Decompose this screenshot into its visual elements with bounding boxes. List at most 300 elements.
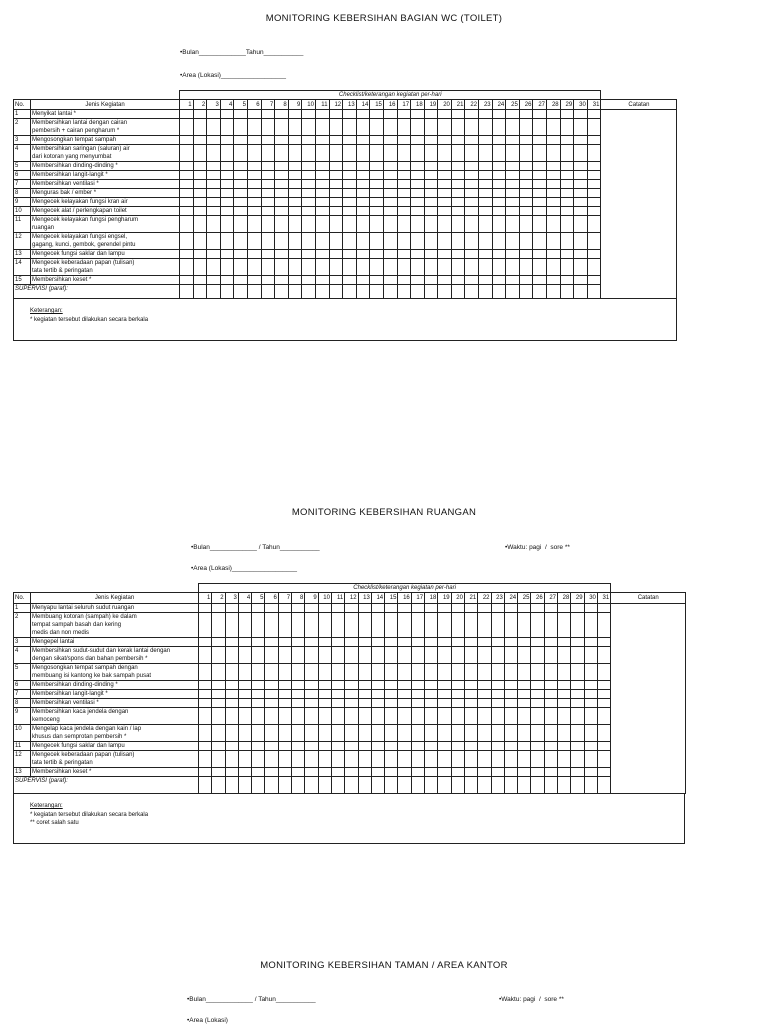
paraf-cell[interactable] — [225, 777, 238, 794]
check-cell[interactable] — [207, 216, 221, 233]
check-cell[interactable] — [225, 664, 238, 681]
check-cell[interactable] — [411, 259, 425, 276]
check-cell[interactable] — [451, 604, 464, 613]
check-cell[interactable] — [438, 145, 452, 162]
check-cell[interactable] — [358, 768, 371, 777]
check-cell[interactable] — [225, 708, 238, 725]
check-cell[interactable] — [425, 742, 438, 751]
catatan-cell[interactable] — [601, 259, 677, 276]
catatan-cell[interactable] — [601, 276, 677, 285]
catatan-cell[interactable] — [601, 207, 677, 216]
check-cell[interactable] — [225, 604, 238, 613]
check-cell[interactable] — [587, 136, 601, 145]
check-cell[interactable] — [571, 638, 584, 647]
check-cell[interactable] — [199, 664, 212, 681]
check-cell[interactable] — [438, 189, 452, 198]
check-cell[interactable] — [180, 145, 194, 162]
check-cell[interactable] — [199, 638, 212, 647]
check-cell[interactable] — [451, 119, 465, 136]
check-cell[interactable] — [370, 110, 384, 119]
check-cell[interactable] — [597, 699, 610, 708]
check-cell[interactable] — [584, 638, 597, 647]
check-cell[interactable] — [234, 189, 248, 198]
check-cell[interactable] — [478, 613, 491, 638]
check-cell[interactable] — [491, 613, 504, 638]
check-cell[interactable] — [398, 725, 411, 742]
check-cell[interactable] — [193, 233, 207, 250]
check-cell[interactable] — [478, 638, 491, 647]
check-cell[interactable] — [302, 233, 316, 250]
check-cell[interactable] — [370, 276, 384, 285]
check-cell[interactable] — [278, 604, 291, 613]
check-cell[interactable] — [180, 216, 194, 233]
check-cell[interactable] — [544, 751, 557, 768]
check-cell[interactable] — [199, 768, 212, 777]
check-cell[interactable] — [438, 259, 452, 276]
check-cell[interactable] — [207, 110, 221, 119]
paraf-cell[interactable] — [318, 777, 331, 794]
check-cell[interactable] — [247, 198, 261, 207]
check-cell[interactable] — [465, 119, 479, 136]
check-cell[interactable] — [547, 276, 561, 285]
check-cell[interactable] — [343, 216, 357, 233]
check-cell[interactable] — [345, 708, 358, 725]
paraf-cell[interactable] — [597, 777, 610, 794]
check-cell[interactable] — [558, 664, 571, 681]
check-cell[interactable] — [478, 681, 491, 690]
check-cell[interactable] — [558, 708, 571, 725]
check-cell[interactable] — [261, 180, 275, 189]
paraf-cell[interactable] — [504, 777, 517, 794]
check-cell[interactable] — [370, 207, 384, 216]
check-cell[interactable] — [370, 198, 384, 207]
check-cell[interactable] — [518, 725, 531, 742]
paraf-cell[interactable] — [343, 285, 357, 299]
paraf-cell[interactable] — [180, 285, 194, 299]
check-cell[interactable] — [533, 162, 547, 171]
check-cell[interactable] — [519, 162, 533, 171]
check-cell[interactable] — [385, 725, 398, 742]
check-cell[interactable] — [356, 119, 370, 136]
check-cell[interactable] — [547, 198, 561, 207]
check-cell[interactable] — [370, 162, 384, 171]
check-cell[interactable] — [544, 690, 557, 699]
check-cell[interactable] — [207, 119, 221, 136]
check-cell[interactable] — [329, 250, 343, 259]
paraf-cell[interactable] — [411, 285, 425, 299]
check-cell[interactable] — [356, 145, 370, 162]
check-cell[interactable] — [451, 690, 464, 699]
check-cell[interactable] — [370, 171, 384, 180]
check-cell[interactable] — [584, 768, 597, 777]
check-cell[interactable] — [451, 136, 465, 145]
check-cell[interactable] — [519, 189, 533, 198]
paraf-cell[interactable] — [506, 285, 520, 299]
check-cell[interactable] — [356, 216, 370, 233]
check-cell[interactable] — [398, 647, 411, 664]
check-cell[interactable] — [234, 119, 248, 136]
check-cell[interactable] — [385, 681, 398, 690]
check-cell[interactable] — [358, 708, 371, 725]
check-cell[interactable] — [180, 180, 194, 189]
check-cell[interactable] — [247, 162, 261, 171]
paraf-cell[interactable] — [587, 285, 601, 299]
check-cell[interactable] — [278, 664, 291, 681]
check-cell[interactable] — [451, 276, 465, 285]
check-cell[interactable] — [533, 180, 547, 189]
check-cell[interactable] — [411, 699, 424, 708]
check-cell[interactable] — [491, 664, 504, 681]
check-cell[interactable] — [558, 647, 571, 664]
check-cell[interactable] — [491, 681, 504, 690]
check-cell[interactable] — [356, 233, 370, 250]
check-cell[interactable] — [492, 180, 506, 189]
check-cell[interactable] — [315, 276, 329, 285]
check-cell[interactable] — [238, 690, 251, 699]
paraf-cell[interactable] — [385, 777, 398, 794]
check-cell[interactable] — [478, 647, 491, 664]
check-cell[interactable] — [275, 110, 289, 119]
check-cell[interactable] — [597, 647, 610, 664]
check-cell[interactable] — [398, 699, 411, 708]
check-cell[interactable] — [318, 699, 331, 708]
check-cell[interactable] — [234, 171, 248, 180]
check-cell[interactable] — [533, 171, 547, 180]
check-cell[interactable] — [315, 250, 329, 259]
check-cell[interactable] — [438, 171, 452, 180]
check-cell[interactable] — [533, 145, 547, 162]
check-cell[interactable] — [278, 638, 291, 647]
check-cell[interactable] — [451, 613, 464, 638]
check-cell[interactable] — [315, 171, 329, 180]
check-cell[interactable] — [305, 690, 318, 699]
paraf-cell[interactable] — [531, 777, 544, 794]
check-cell[interactable] — [560, 198, 574, 207]
check-cell[interactable] — [491, 708, 504, 725]
check-cell[interactable] — [584, 699, 597, 708]
check-cell[interactable] — [518, 664, 531, 681]
check-cell[interactable] — [292, 768, 305, 777]
check-cell[interactable] — [438, 751, 451, 768]
check-cell[interactable] — [247, 250, 261, 259]
paraf-cell[interactable] — [478, 777, 491, 794]
check-cell[interactable] — [587, 162, 601, 171]
check-cell[interactable] — [358, 690, 371, 699]
check-cell[interactable] — [519, 119, 533, 136]
check-cell[interactable] — [424, 162, 438, 171]
check-cell[interactable] — [597, 681, 610, 690]
check-cell[interactable] — [411, 768, 424, 777]
check-cell[interactable] — [220, 180, 234, 189]
check-cell[interactable] — [247, 216, 261, 233]
check-cell[interactable] — [478, 664, 491, 681]
check-cell[interactable] — [506, 136, 520, 145]
check-cell[interactable] — [425, 751, 438, 768]
check-cell[interactable] — [180, 189, 194, 198]
paraf-cell[interactable] — [398, 777, 411, 794]
check-cell[interactable] — [247, 145, 261, 162]
check-cell[interactable] — [519, 145, 533, 162]
check-cell[interactable] — [275, 136, 289, 145]
check-cell[interactable] — [411, 198, 425, 207]
check-cell[interactable] — [492, 162, 506, 171]
check-cell[interactable] — [544, 699, 557, 708]
check-cell[interactable] — [479, 145, 493, 162]
check-cell[interactable] — [247, 180, 261, 189]
paraf-cell[interactable] — [315, 285, 329, 299]
check-cell[interactable] — [479, 171, 493, 180]
check-cell[interactable] — [438, 725, 451, 742]
check-cell[interactable] — [265, 751, 278, 768]
check-cell[interactable] — [265, 708, 278, 725]
paraf-cell[interactable] — [558, 777, 571, 794]
check-cell[interactable] — [560, 207, 574, 216]
check-cell[interactable] — [438, 250, 452, 259]
check-cell[interactable] — [252, 708, 265, 725]
check-cell[interactable] — [397, 145, 411, 162]
check-cell[interactable] — [574, 145, 588, 162]
check-cell[interactable] — [398, 681, 411, 690]
check-cell[interactable] — [424, 216, 438, 233]
check-cell[interactable] — [371, 699, 384, 708]
check-cell[interactable] — [465, 189, 479, 198]
check-cell[interactable] — [331, 604, 344, 613]
catatan-cell[interactable] — [601, 145, 677, 162]
check-cell[interactable] — [329, 207, 343, 216]
check-cell[interactable] — [533, 110, 547, 119]
check-cell[interactable] — [225, 638, 238, 647]
check-cell[interactable] — [383, 171, 397, 180]
check-cell[interactable] — [506, 145, 520, 162]
check-cell[interactable] — [478, 699, 491, 708]
check-cell[interactable] — [345, 699, 358, 708]
check-cell[interactable] — [424, 136, 438, 145]
check-cell[interactable] — [518, 768, 531, 777]
paraf-cell[interactable] — [275, 285, 289, 299]
check-cell[interactable] — [193, 259, 207, 276]
check-cell[interactable] — [275, 189, 289, 198]
check-cell[interactable] — [180, 110, 194, 119]
check-cell[interactable] — [411, 725, 424, 742]
check-cell[interactable] — [302, 136, 316, 145]
check-cell[interactable] — [491, 725, 504, 742]
check-cell[interactable] — [343, 259, 357, 276]
check-cell[interactable] — [438, 207, 452, 216]
paraf-cell[interactable] — [533, 285, 547, 299]
check-cell[interactable] — [305, 647, 318, 664]
check-cell[interactable] — [558, 751, 571, 768]
check-cell[interactable] — [234, 250, 248, 259]
catatan-cell[interactable] — [601, 162, 677, 171]
check-cell[interactable] — [544, 647, 557, 664]
check-cell[interactable] — [547, 145, 561, 162]
check-cell[interactable] — [302, 145, 316, 162]
check-cell[interactable] — [531, 604, 544, 613]
check-cell[interactable] — [397, 216, 411, 233]
check-cell[interactable] — [465, 250, 479, 259]
check-cell[interactable] — [358, 613, 371, 638]
paraf-cell[interactable] — [464, 777, 477, 794]
check-cell[interactable] — [331, 725, 344, 742]
check-cell[interactable] — [212, 647, 225, 664]
check-cell[interactable] — [464, 708, 477, 725]
check-cell[interactable] — [385, 638, 398, 647]
check-cell[interactable] — [425, 768, 438, 777]
check-cell[interactable] — [424, 233, 438, 250]
check-cell[interactable] — [329, 189, 343, 198]
check-cell[interactable] — [584, 681, 597, 690]
paraf-cell[interactable] — [305, 777, 318, 794]
check-cell[interactable] — [252, 699, 265, 708]
check-cell[interactable] — [278, 647, 291, 664]
check-cell[interactable] — [438, 681, 451, 690]
check-cell[interactable] — [305, 664, 318, 681]
check-cell[interactable] — [288, 207, 302, 216]
check-cell[interactable] — [385, 699, 398, 708]
check-cell[interactable] — [492, 198, 506, 207]
check-cell[interactable] — [584, 690, 597, 699]
check-cell[interactable] — [478, 725, 491, 742]
check-cell[interactable] — [492, 136, 506, 145]
check-cell[interactable] — [465, 259, 479, 276]
check-cell[interactable] — [278, 768, 291, 777]
check-cell[interactable] — [558, 768, 571, 777]
check-cell[interactable] — [331, 681, 344, 690]
check-cell[interactable] — [261, 207, 275, 216]
check-cell[interactable] — [464, 690, 477, 699]
check-cell[interactable] — [343, 198, 357, 207]
check-cell[interactable] — [358, 725, 371, 742]
check-cell[interactable] — [560, 259, 574, 276]
check-cell[interactable] — [288, 198, 302, 207]
check-cell[interactable] — [504, 681, 517, 690]
check-cell[interactable] — [358, 647, 371, 664]
check-cell[interactable] — [238, 751, 251, 768]
check-cell[interactable] — [383, 145, 397, 162]
check-cell[interactable] — [302, 250, 316, 259]
check-cell[interactable] — [343, 207, 357, 216]
check-cell[interactable] — [571, 742, 584, 751]
check-cell[interactable] — [261, 171, 275, 180]
check-cell[interactable] — [451, 207, 465, 216]
check-cell[interactable] — [331, 690, 344, 699]
check-cell[interactable] — [519, 250, 533, 259]
check-cell[interactable] — [533, 233, 547, 250]
catatan-cell[interactable] — [611, 742, 686, 751]
check-cell[interactable] — [398, 768, 411, 777]
check-cell[interactable] — [560, 180, 574, 189]
check-cell[interactable] — [479, 216, 493, 233]
check-cell[interactable] — [383, 162, 397, 171]
check-cell[interactable] — [345, 768, 358, 777]
check-cell[interactable] — [464, 768, 477, 777]
check-cell[interactable] — [343, 189, 357, 198]
check-cell[interactable] — [371, 638, 384, 647]
check-cell[interactable] — [318, 768, 331, 777]
catatan-cell[interactable] — [611, 777, 686, 794]
check-cell[interactable] — [356, 110, 370, 119]
check-cell[interactable] — [479, 180, 493, 189]
check-cell[interactable] — [261, 198, 275, 207]
check-cell[interactable] — [207, 162, 221, 171]
check-cell[interactable] — [504, 725, 517, 742]
check-cell[interactable] — [584, 725, 597, 742]
check-cell[interactable] — [411, 110, 425, 119]
check-cell[interactable] — [193, 145, 207, 162]
check-cell[interactable] — [531, 751, 544, 768]
check-cell[interactable] — [261, 216, 275, 233]
paraf-cell[interactable] — [331, 777, 344, 794]
check-cell[interactable] — [225, 699, 238, 708]
check-cell[interactable] — [292, 742, 305, 751]
check-cell[interactable] — [234, 110, 248, 119]
paraf-cell[interactable] — [207, 285, 221, 299]
check-cell[interactable] — [180, 207, 194, 216]
check-cell[interactable] — [438, 768, 451, 777]
check-cell[interactable] — [438, 664, 451, 681]
check-cell[interactable] — [261, 162, 275, 171]
check-cell[interactable] — [212, 613, 225, 638]
check-cell[interactable] — [315, 216, 329, 233]
check-cell[interactable] — [492, 233, 506, 250]
check-cell[interactable] — [247, 233, 261, 250]
check-cell[interactable] — [504, 664, 517, 681]
check-cell[interactable] — [574, 171, 588, 180]
paraf-cell[interactable] — [238, 777, 251, 794]
check-cell[interactable] — [451, 145, 465, 162]
check-cell[interactable] — [397, 198, 411, 207]
check-cell[interactable] — [587, 180, 601, 189]
check-cell[interactable] — [199, 690, 212, 699]
check-cell[interactable] — [584, 664, 597, 681]
check-cell[interactable] — [504, 708, 517, 725]
check-cell[interactable] — [506, 250, 520, 259]
paraf-cell[interactable] — [571, 777, 584, 794]
check-cell[interactable] — [331, 638, 344, 647]
check-cell[interactable] — [261, 145, 275, 162]
check-cell[interactable] — [238, 768, 251, 777]
check-cell[interactable] — [234, 198, 248, 207]
check-cell[interactable] — [587, 233, 601, 250]
check-cell[interactable] — [506, 110, 520, 119]
paraf-cell[interactable] — [292, 777, 305, 794]
check-cell[interactable] — [234, 216, 248, 233]
check-cell[interactable] — [397, 276, 411, 285]
check-cell[interactable] — [288, 145, 302, 162]
check-cell[interactable] — [220, 276, 234, 285]
check-cell[interactable] — [329, 259, 343, 276]
catatan-cell[interactable] — [601, 171, 677, 180]
check-cell[interactable] — [292, 708, 305, 725]
check-cell[interactable] — [288, 233, 302, 250]
check-cell[interactable] — [411, 751, 424, 768]
check-cell[interactable] — [558, 638, 571, 647]
paraf-cell[interactable] — [560, 285, 574, 299]
check-cell[interactable] — [506, 189, 520, 198]
check-cell[interactable] — [207, 171, 221, 180]
paraf-cell[interactable] — [411, 777, 424, 794]
check-cell[interactable] — [491, 638, 504, 647]
check-cell[interactable] — [533, 276, 547, 285]
check-cell[interactable] — [558, 604, 571, 613]
check-cell[interactable] — [252, 725, 265, 742]
check-cell[interactable] — [411, 690, 424, 699]
check-cell[interactable] — [302, 162, 316, 171]
check-cell[interactable] — [571, 768, 584, 777]
check-cell[interactable] — [584, 742, 597, 751]
check-cell[interactable] — [451, 725, 464, 742]
check-cell[interactable] — [411, 664, 424, 681]
